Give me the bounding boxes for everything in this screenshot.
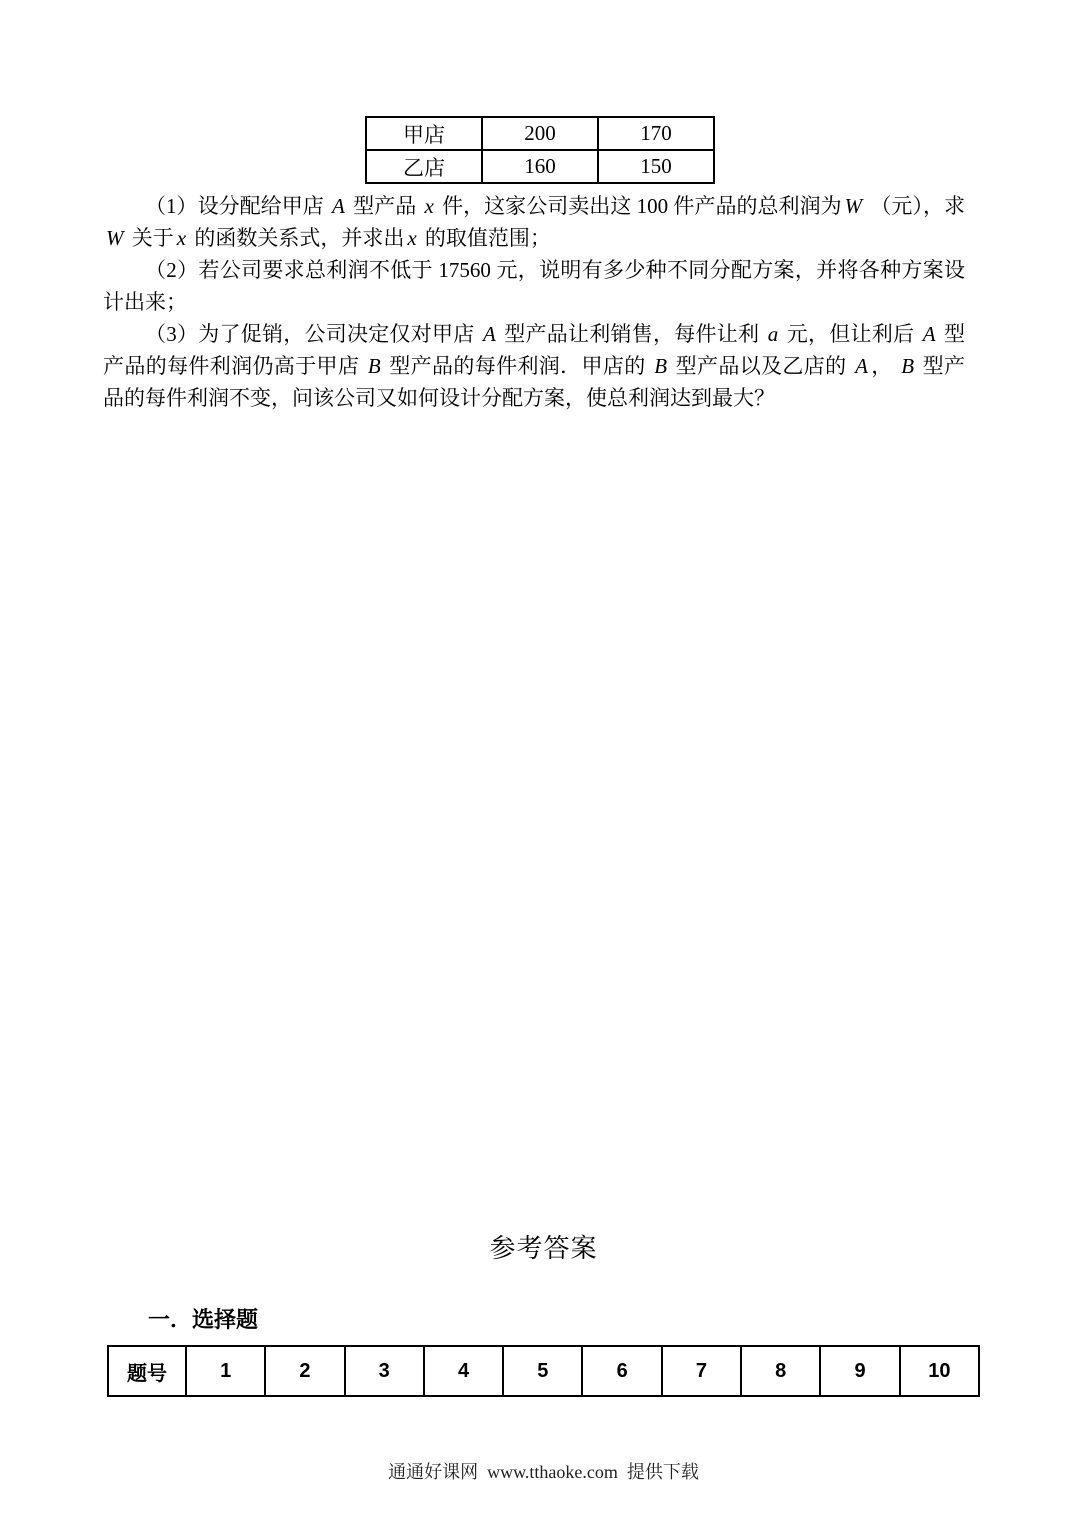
answer-number-cell: 6 bbox=[582, 1346, 661, 1396]
math-variable: A bbox=[332, 194, 345, 218]
answers-title: 参考答案 bbox=[489, 1234, 598, 1263]
math-variable: B bbox=[367, 354, 381, 378]
text-run: 的取值范围； bbox=[419, 226, 551, 250]
math-variable: B bbox=[654, 354, 668, 378]
text-run: （元），求 bbox=[865, 194, 966, 218]
store-name-cell: 甲店 bbox=[366, 117, 482, 150]
answer-table-header-cell: 题号 bbox=[108, 1346, 186, 1396]
text-run: 件，这家公司卖出这 100 件产品的总利润为 bbox=[436, 194, 842, 218]
text-run: （2）若公司要求总利润不低于 17560 元，说明有多少种不同分配方案，并将各种方案设计出来； bbox=[103, 258, 965, 314]
answer-number-table bbox=[107, 1345, 980, 1397]
profit-table-row bbox=[366, 117, 714, 150]
math-variable: B bbox=[901, 354, 915, 378]
footer-text: 通通好课网 www.tthaoke.com 提供下载 bbox=[388, 1462, 699, 1482]
answer-number-cell: 3 bbox=[345, 1346, 424, 1396]
math-variable: A bbox=[482, 322, 496, 346]
text-run: 型产品的每件利润仍高于甲店 bbox=[103, 322, 966, 378]
question-3 bbox=[103, 318, 965, 414]
math-variable: x bbox=[176, 226, 187, 250]
math-variable: x bbox=[424, 194, 434, 218]
text-run: （1）设分配给甲店 bbox=[145, 194, 330, 218]
answer-number-cell: 10 bbox=[900, 1346, 979, 1396]
answer-table-row bbox=[108, 1346, 979, 1396]
question-2 bbox=[103, 254, 965, 318]
question-1 bbox=[103, 190, 965, 254]
math-variable: A bbox=[855, 354, 868, 378]
text-run: 型产品的每件利润．甲店的 bbox=[383, 354, 652, 378]
text-run: 型产品 bbox=[347, 194, 422, 218]
text-run: 元，但让利后 bbox=[781, 322, 920, 346]
math-variable: W bbox=[844, 194, 863, 218]
text-run: （3）为了促销，公司决定仅对甲店 bbox=[145, 322, 480, 346]
answer-number-cell: 1 bbox=[186, 1346, 265, 1396]
math-variable: W bbox=[106, 226, 124, 250]
answer-number-cell: 8 bbox=[741, 1346, 820, 1396]
profit-value-cell: 160 bbox=[482, 150, 598, 183]
text-run: 型产品以及乙店的 bbox=[670, 354, 853, 378]
store-name-cell: 乙店 bbox=[366, 150, 482, 183]
answer-number-cell: 9 bbox=[820, 1346, 899, 1396]
text-run: 型产品的每件利润不变，问该公司又如何设计分配方案，使总利润达到最大？ bbox=[103, 354, 966, 410]
answer-number-cell: 2 bbox=[265, 1346, 344, 1396]
text-run: 型产品让利销售，每件让利 bbox=[498, 322, 765, 346]
answer-number-cell: 5 bbox=[503, 1346, 582, 1396]
profit-value-cell: 200 bbox=[482, 117, 598, 150]
answer-number-cell: 7 bbox=[662, 1346, 741, 1396]
math-variable: A bbox=[922, 322, 936, 346]
text-run: ， bbox=[870, 354, 899, 378]
math-variable: x bbox=[407, 226, 417, 250]
answer-number-cell: 4 bbox=[424, 1346, 503, 1396]
text-run: 的函数关系式，并求出 bbox=[189, 226, 405, 250]
math-variable: a bbox=[767, 322, 779, 346]
question-paragraphs bbox=[103, 190, 965, 414]
profit-value-cell: 170 bbox=[598, 117, 714, 150]
text-run: 关于 bbox=[126, 226, 174, 250]
profit-table-row bbox=[366, 150, 714, 183]
section-heading-multiple-choice: 一．选择题 bbox=[148, 1307, 259, 1332]
profit-value-cell: 150 bbox=[598, 150, 714, 183]
profit-table bbox=[365, 116, 715, 184]
